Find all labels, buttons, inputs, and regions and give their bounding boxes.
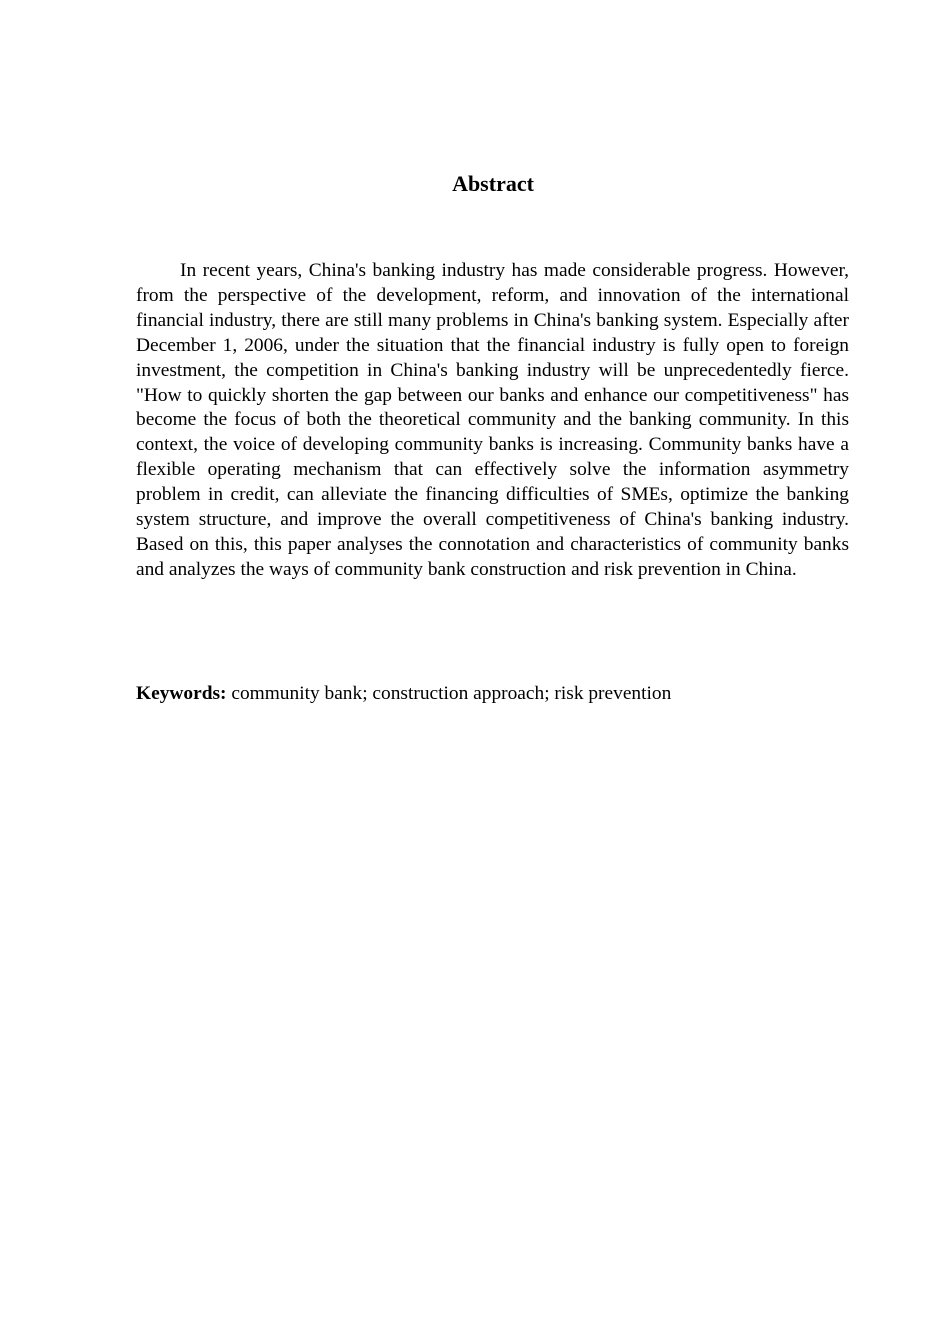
abstract-title: Abstract: [452, 171, 534, 196]
keywords-label: Keywords:: [136, 683, 227, 704]
keywords-text: community bank; construction approach; risk prevention: [226, 683, 672, 704]
keywords-line: [136, 682, 849, 707]
abstract-paragraph: In recent years, China's banking industry has made considerable progress. However, from the perspective of the development, reform, and innovation of the international financial industry, there are still many problems in China's banking system. Especially after December 1, 2006, under the situation that the financial industry is fully open to foreign investment, the competition in China's banking industry will be unprecedentedly fierce. "How to quickly shorten the gap between our banks and enhance our competitiveness" has become the focus of both the theoretical community and the banking community. In this context, the voice of developing community banks is increasing. Community banks have a flexible operating mechanism that can effectively solve the information asymmetry problem in credit, can alleviate the financing difficulties of SMEs, optimize the banking system structure, and improve the overall competitiveness of China's banking industry. Based on this, this paper analyses the connotation and characteristics of community banks and analyzes the ways of community bank construction and risk prevention in China.: [136, 260, 849, 580]
